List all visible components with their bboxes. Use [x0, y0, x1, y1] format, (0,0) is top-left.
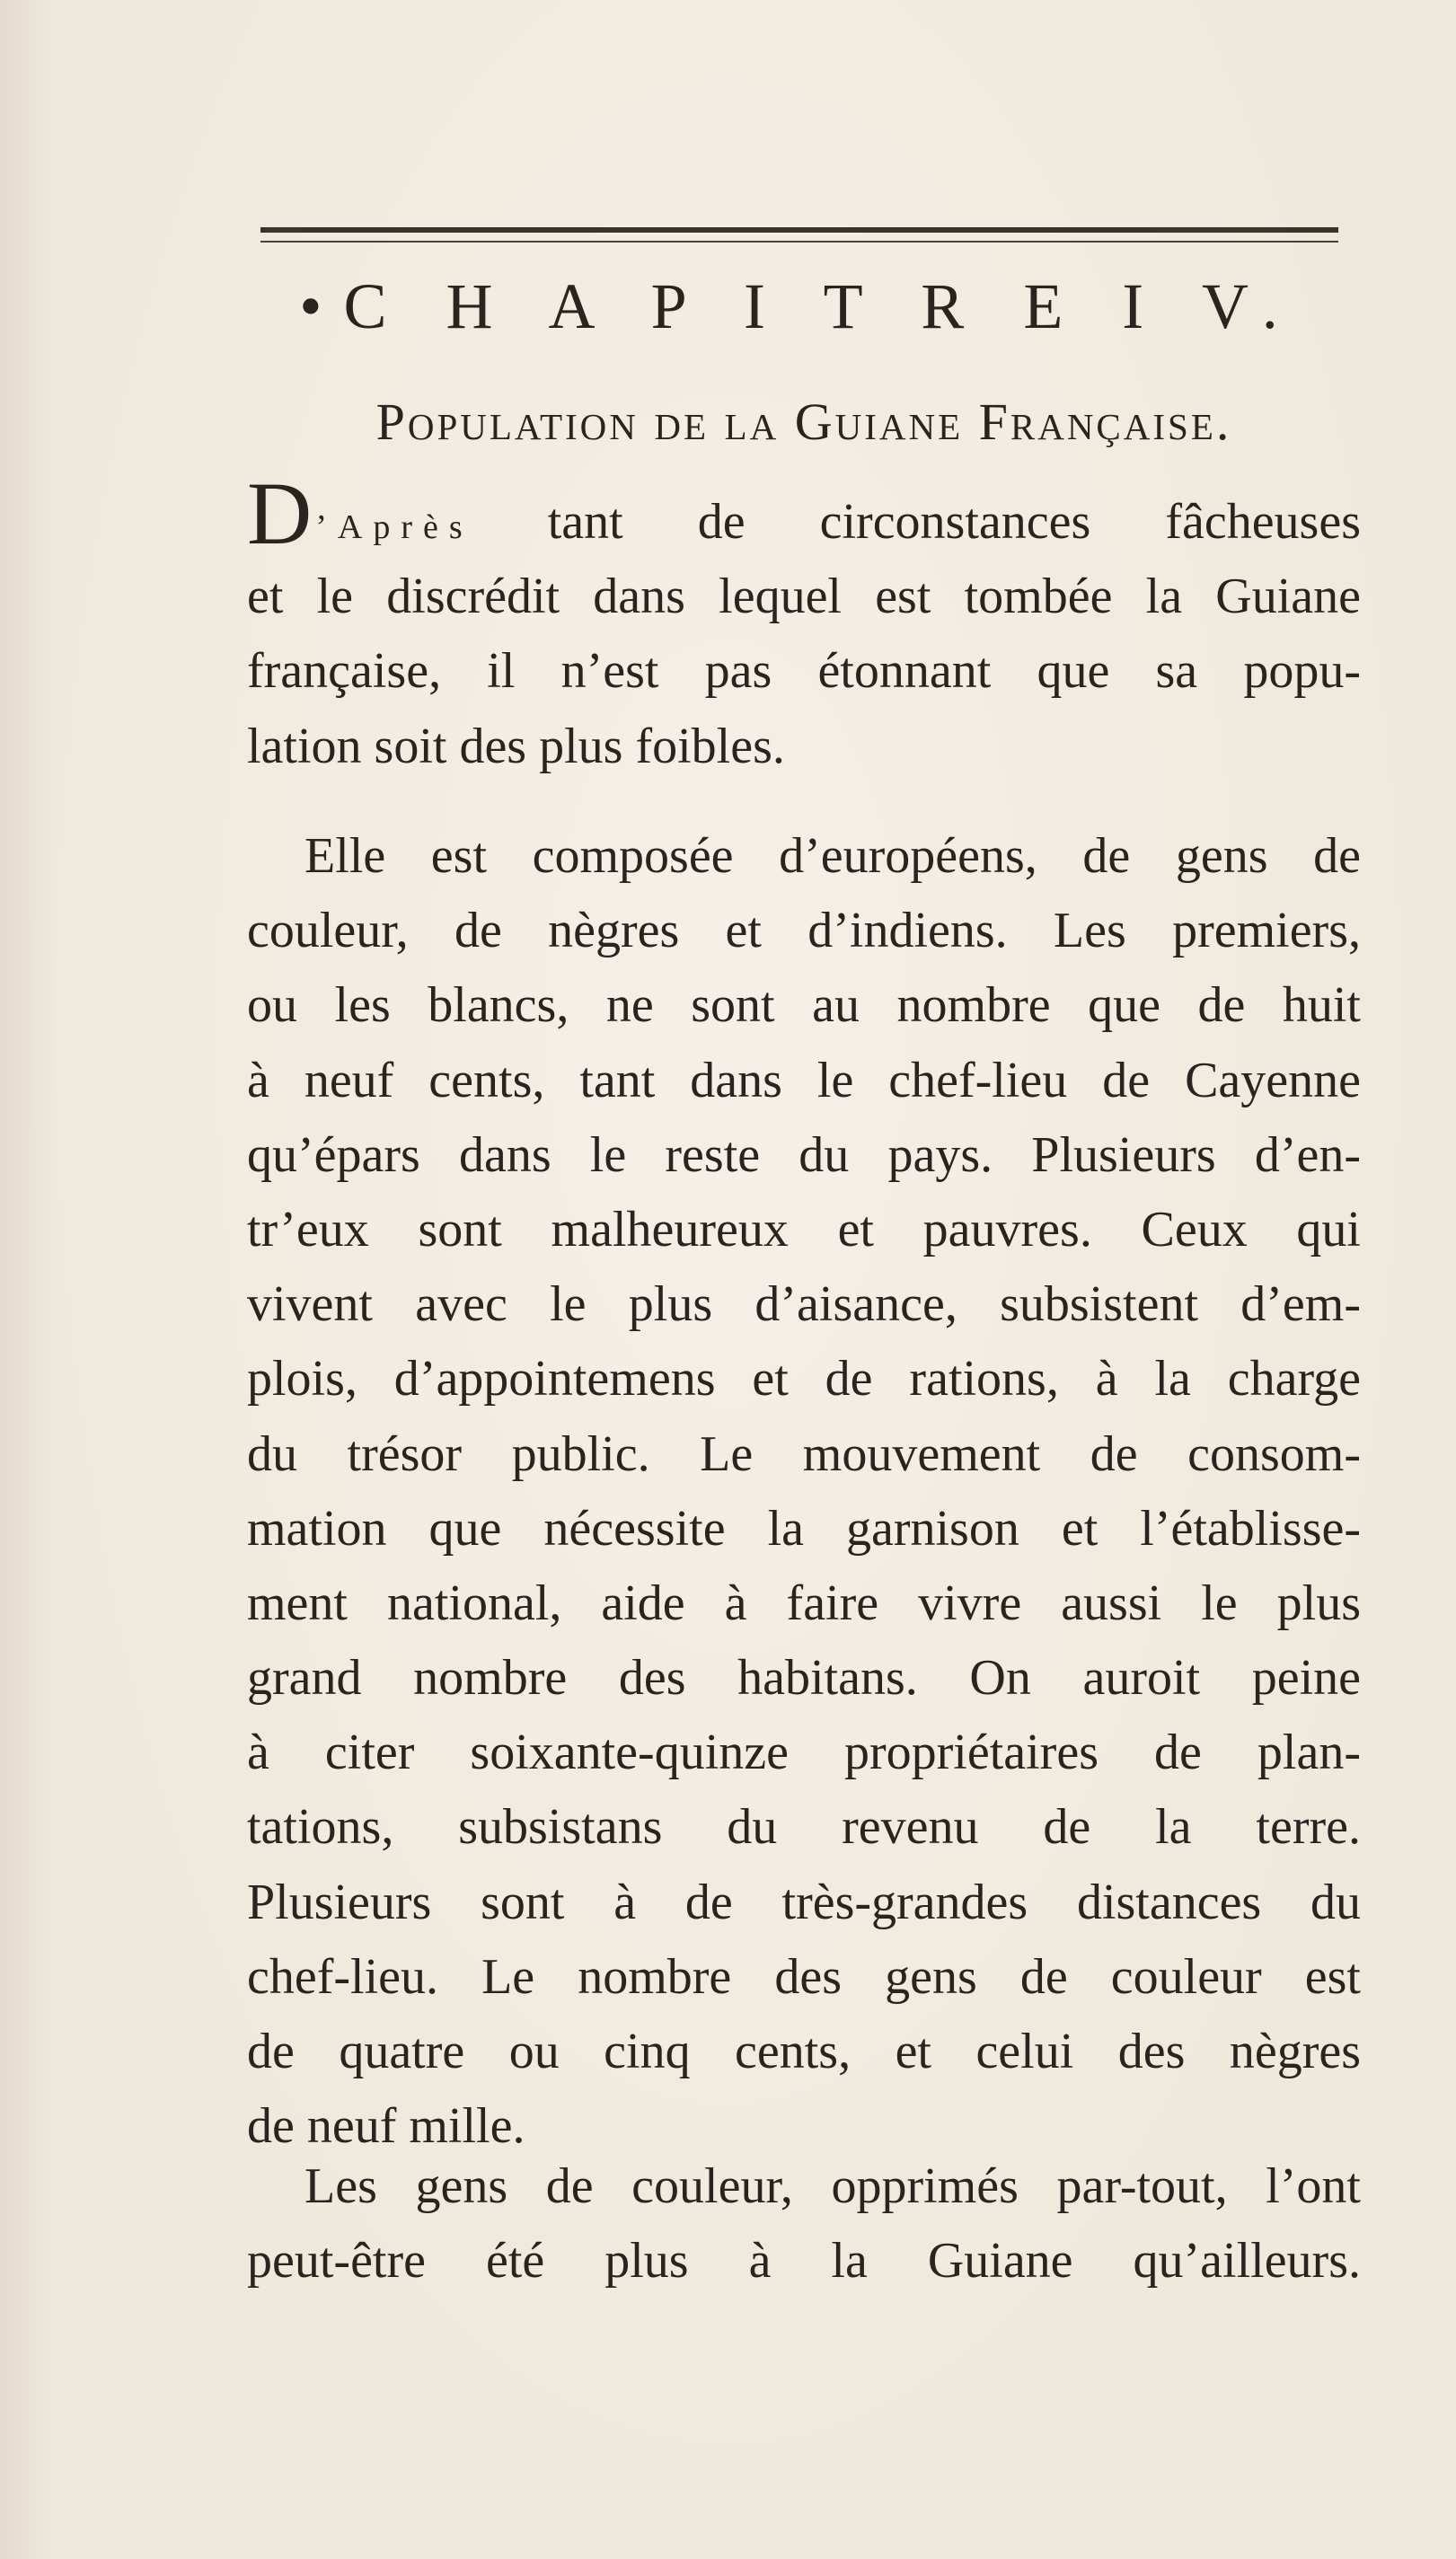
paragraph-line: de neuf mille.	[247, 2098, 525, 2155]
paragraph-2	[247, 819, 1361, 2164]
paragraph-line: couleur, de nègres et d’indiens. Les premiers,	[247, 903, 1361, 959]
paragraph-3	[247, 2149, 1361, 2299]
paragraph-line: française, il n’est pas étonnant que sa popu-	[247, 643, 1361, 700]
chapter-title: •C H A P I T R E I V.	[299, 270, 1300, 342]
header-rule-thin	[260, 241, 1338, 243]
paragraph-line: Plusieurs sont à de très-grandes distances du	[247, 1874, 1361, 1930]
paragraph-line: qu’épars dans le reste du pays. Plusieurs d’en-	[247, 1126, 1361, 1183]
paragraph-line: de quatre ou cinq cents, et celui des nègres	[247, 2024, 1361, 2079]
paragraph-line: peut-être été plus à la Guiane qu’ailleurs.	[247, 2233, 1361, 2290]
paragraph-line: D ’Après tant de circonstances fâcheuses	[247, 463, 1361, 563]
paragraph-line: à citer soixante-quinze propriétaires de plan-	[247, 1725, 1361, 1781]
paragraph-1	[247, 463, 1361, 784]
paragraph-line: plois, d’appointemens et de rations, à la charge	[247, 1351, 1361, 1407]
paragraph-line: vivent avec le plus d’aisance, subsistent d’em-	[247, 1276, 1361, 1333]
header-rule-thick	[260, 227, 1338, 233]
paragraph-line: du trésor public. Le mouvement de consom-	[247, 1425, 1361, 1482]
opening-word: ’Après	[315, 508, 473, 546]
section-title: Population de la Guiane Française.	[375, 393, 1232, 451]
paragraph-line: et le discrédit dans lequel est tombée la Guiane	[247, 569, 1361, 625]
paragraph-line: Elle est composée d’européens, de gens de	[304, 828, 1361, 884]
paragraph-line: ou les blancs, ne sont au nombre que de huit	[247, 977, 1361, 1034]
paragraph-line: tations, subsistans du revenu de la terre.	[247, 1799, 1361, 1856]
paragraph-line: à neuf cents, tant dans le chef-lieu de Cayenne	[247, 1052, 1361, 1108]
paragraph-line: ment national, aide à faire vivre aussi le plus	[247, 1575, 1361, 1631]
paragraph-line: tr’eux sont malheureux et pauvres. Ceux qui	[247, 1201, 1361, 1257]
paragraph-line: lation soit des plus foibles.	[247, 718, 785, 774]
paragraph-line: grand nombre des habitans. On auroit peine	[247, 1650, 1361, 1707]
drop-cap: D	[247, 463, 313, 563]
paragraph-line: Les gens de couleur, opprimés par-tout, l’ont	[304, 2158, 1361, 2214]
paragraph-line: mation que nécessite la garnison et l’établisse-	[247, 1500, 1361, 1557]
paragraph-line: chef-lieu. Le nombre des gens de couleur est	[247, 1948, 1361, 2005]
